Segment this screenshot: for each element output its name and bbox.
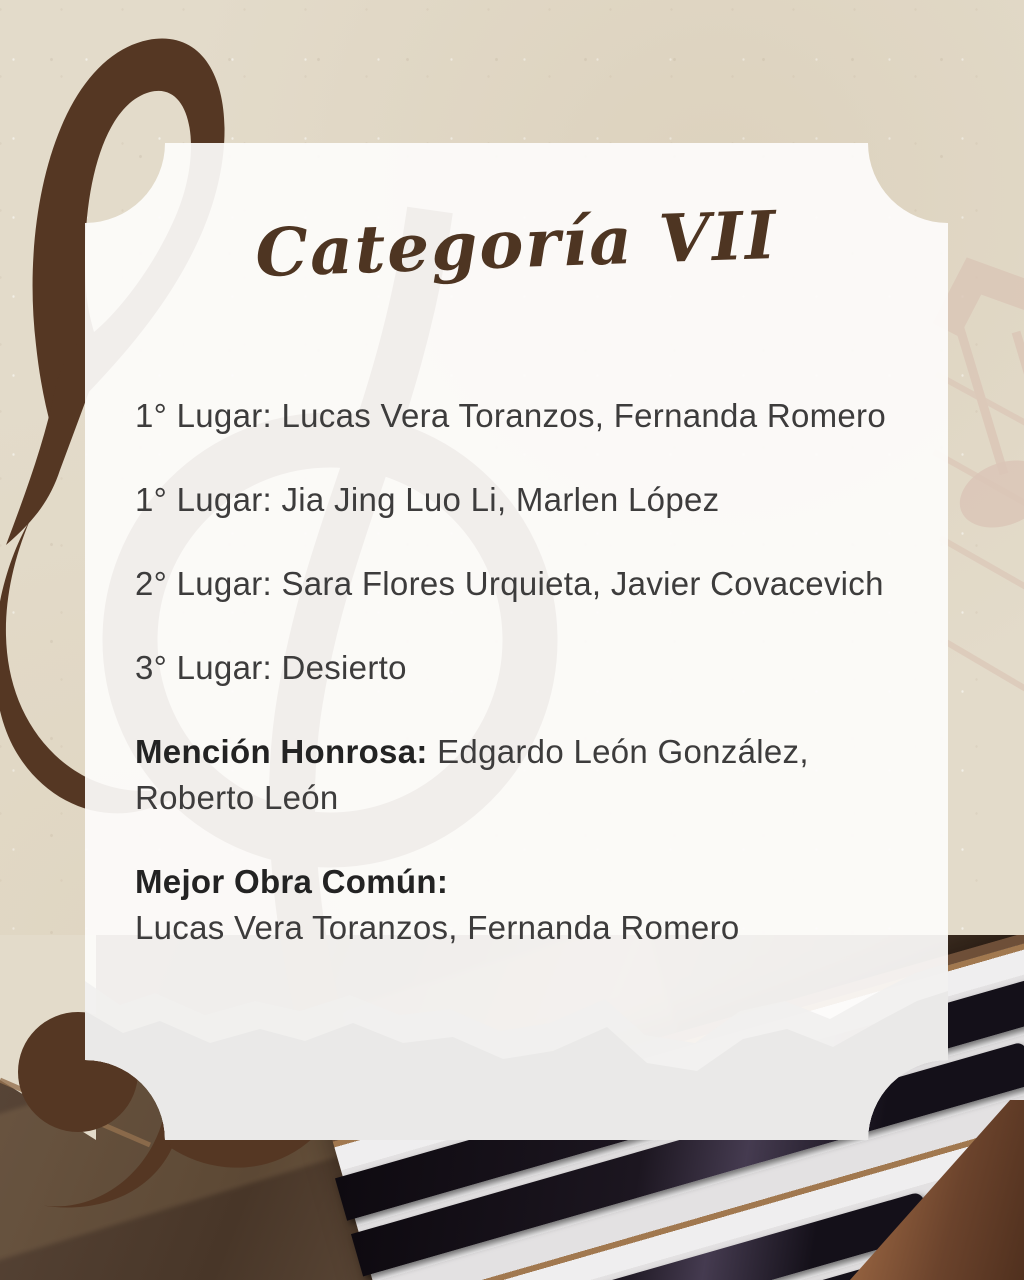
entry-label: 3° Lugar: [135, 649, 272, 686]
result-entry [135, 393, 935, 439]
entry-label: Mención Honrosa: [135, 733, 428, 770]
entry-value: Lucas Vera Toranzos, Fernanda Romero [281, 397, 886, 434]
result-entry [135, 645, 935, 691]
entry-label: Mejor Obra Común: [135, 863, 449, 900]
entry-value: Lucas Vera Toranzos, Fernanda Romero [135, 909, 740, 946]
entry-value: Desierto [281, 649, 407, 686]
result-entry [135, 477, 935, 523]
entry-label: 2° Lugar: [135, 565, 272, 602]
entry-label: 1° Lugar: [135, 481, 272, 518]
card-content [85, 143, 948, 1140]
category-title: Categoría VII [254, 195, 779, 293]
entry-value: Sara Flores Urquieta, Javier Covacevich [281, 565, 884, 602]
results-list [135, 393, 935, 989]
result-entry [135, 859, 935, 951]
result-entry [135, 561, 935, 607]
entry-label: 1° Lugar: [135, 397, 272, 434]
result-entry [135, 729, 935, 821]
entry-value: Jia Jing Luo Li, Marlen López [281, 481, 720, 518]
entry-value: Edgardo León González, Roberto León [135, 733, 809, 816]
